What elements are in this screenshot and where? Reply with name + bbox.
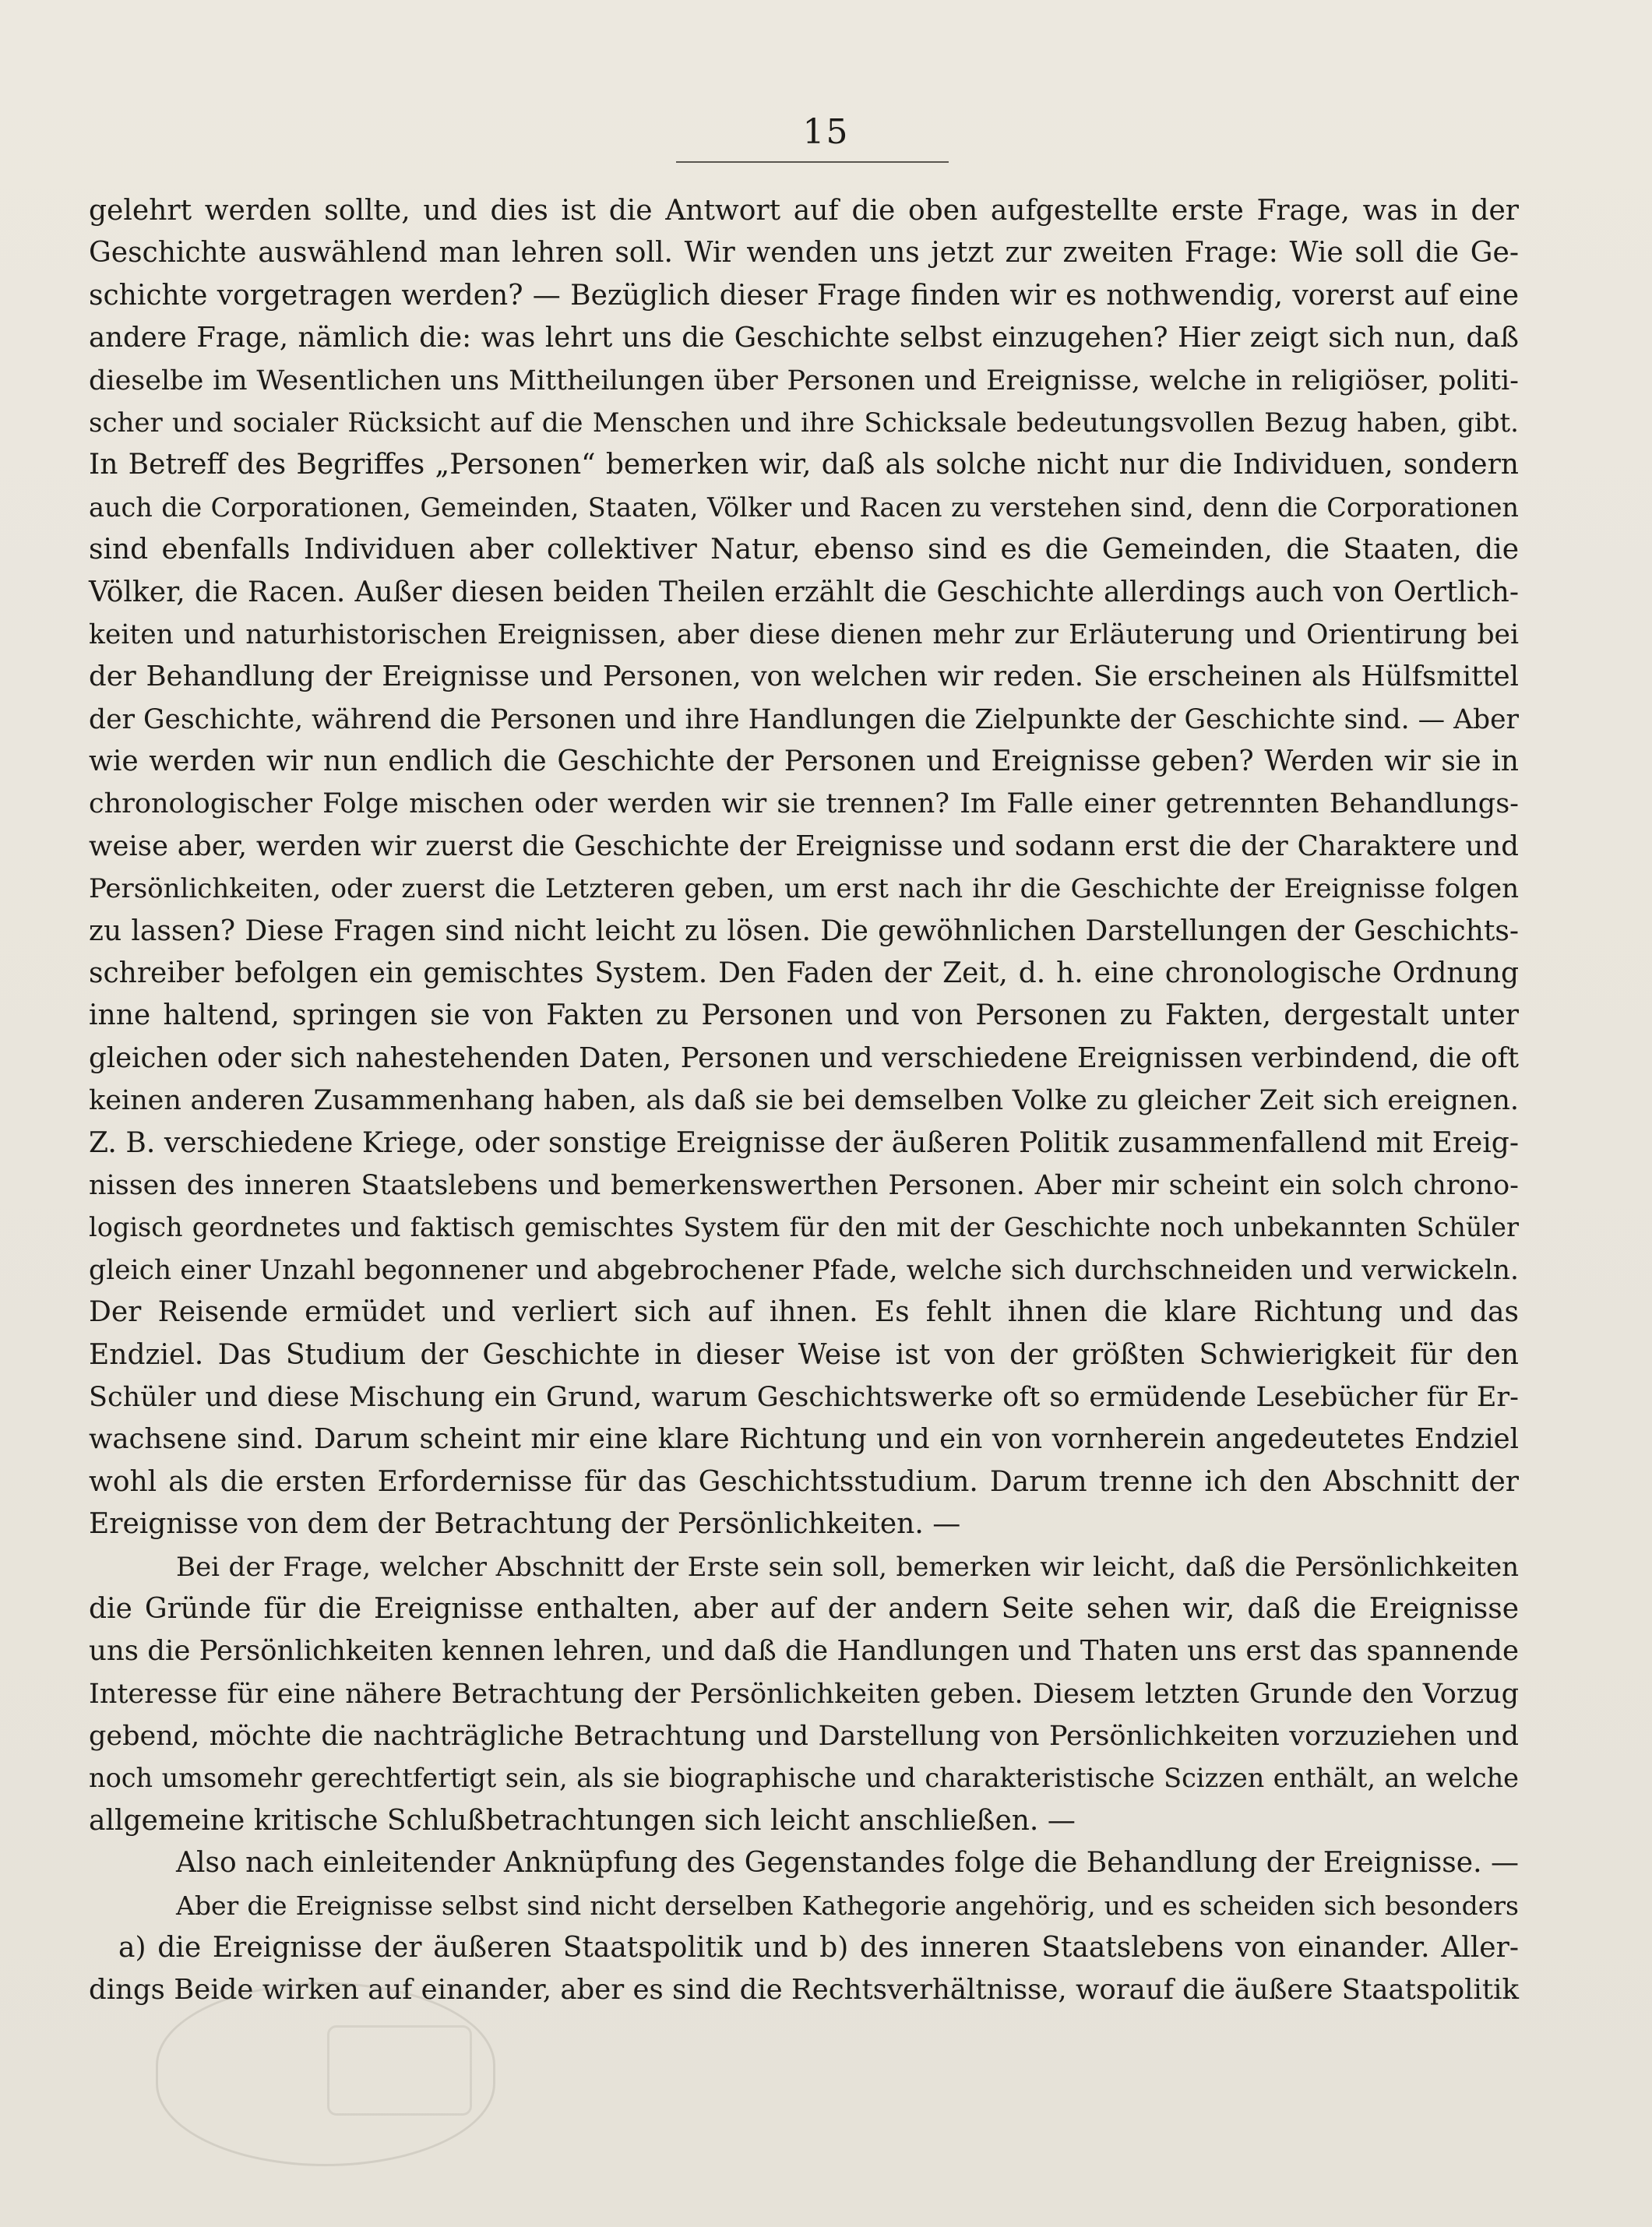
text-line: gleich einer Unzahl begonnener und abgebrochener Pfade, welche sich durchschneiden und verwickeln. (89, 1254, 1519, 1286)
text-line: inne haltend, springen sie von Fakten zu Personen und von Personen zu Fakten, dergestalt unter (89, 999, 1519, 1032)
text-line: logisch geordnetes und faktisch gemischtes System für den mit der Geschichte noch unbekannten Schüler (89, 1212, 1519, 1243)
text-line: uns die Persönlichkeiten kennen lehren, und daß die Handlungen und Thaten uns erst das spannende (89, 1635, 1519, 1668)
text-line: weise aber, werden wir zuerst die Geschichte der Ereignisse und sodann erst die der Charaktere und (89, 830, 1519, 862)
text-line: Aber die Ereignisse selbst sind nicht derselben Kathegorie angehörig, und es scheiden sich besonders (176, 1890, 1519, 1921)
text-line: gleichen oder sich nahestehenden Daten, Personen und verschiedene Ereignissen verbindend, die oft (89, 1041, 1519, 1074)
text-line: Also nach einleitender Anknüpfung des Gegenstandes folge die Behandlung der Ereignisse. — (176, 1847, 1519, 1880)
text-line: Z. B. verschiedene Kriege, oder sonstige Ereignisse der äußeren Politik zusammenfallend mit Ereig- (89, 1126, 1519, 1159)
text-line: allgemeine kritische Schlußbetrachtungen sich leicht anschließen. — (89, 1804, 1076, 1837)
text-line: der Geschichte, während die Personen und ihre Handlungen die Zielpunkte der Geschichte sind. — Aber (89, 703, 1519, 735)
text-line: Interesse für eine nähere Betrachtung der Persönlichkeiten geben. Diesem letzten Grunde den Vorzug (89, 1678, 1519, 1710)
page-number: 15 (802, 112, 850, 152)
text-line: andere Frage, nämlich die: was lehrt uns die Geschichte selbst einzugehen? Hier zeigt sich nun, daß (89, 322, 1519, 354)
header-rule (676, 161, 949, 163)
text-line: noch umsomehr gerechtfertigt sein, als sie biographische und charakteristische Scizzen enthält, an welche (89, 1763, 1519, 1794)
text-line: Völker, die Racen. Außer diesen beiden Theilen erzählt die Geschichte allerdings auch von Oertlich- (89, 576, 1519, 608)
text-line: zu lassen? Diese Fragen sind nicht leicht zu lösen. Die gewöhnlichen Darstellungen der Geschichts- (89, 914, 1519, 947)
text-line: schichte vorgetragen werden? — Bezüglich dieser Frage finden wir es nothwendig, vorerst auf eine (89, 279, 1519, 312)
text-line: sind ebenfalls Individuen aber collektiver Natur, ebenso sind es die Gemeinden, die Staaten, die (89, 534, 1519, 566)
text-line: Der Reisende ermüdet und verliert sich auf ihnen. Es fehlt ihnen die klare Richtung und das (89, 1296, 1519, 1329)
text-line: scher und socialer Rücksicht auf die Menschen und ihre Schicksale bedeutungsvollen Bezug haben, gibt. (89, 407, 1519, 439)
text-line: gebend, möchte die nachträgliche Betrachtung und Darstellung von Persönlichkeiten vorzuziehen und (89, 1721, 1519, 1753)
text-line: wachsene sind. Darum scheint mir eine klare Richtung und ein von vornherein angedeutetes Endziel (89, 1423, 1519, 1456)
text-line: auch die Corporationen, Gemeinden, Staaten, Völker und Racen zu verstehen sind, denn die Corporationen (89, 492, 1519, 523)
text-line: keiten und naturhistorischen Ereignissen, aber diese dienen mehr zur Erläuterung und Orientirung bei (89, 618, 1519, 650)
text-line: der Behandlung der Ereignisse und Personen, von welchen wir reden. Sie erscheinen als Hülfsmittel (89, 661, 1519, 693)
text-line: In Betreff des Begriffes „Personen“ bemerken wir, daß als solche nicht nur die Individuen, sondern (89, 449, 1519, 481)
text-line: gelehrt werden sollte, und dies ist die Antwort auf die oben aufgestellte erste Frage, was in der (89, 195, 1519, 227)
text-line: Endziel. Das Studium der Geschichte in dieser Weise ist von der größten Schwierigkeit für den (89, 1338, 1519, 1371)
text-line: die Gründe für die Ereignisse enthalten, aber auf der andern Seite sehen wir, daß die Ereignisse (89, 1592, 1519, 1625)
text-line: nissen des inneren Staatslebens und bemerkenswerthen Personen. Aber mir scheint ein solch chrono- (89, 1169, 1519, 1201)
text-line: Ereignisse von dem der Betrachtung der Persönlichkeiten. — (89, 1508, 961, 1541)
text-line: keinen anderen Zusammenhang haben, als daß sie bei demselben Volke zu gleicher Zeit sich ereignen. (89, 1085, 1519, 1117)
text-line: chronologischer Folge mischen oder werden wir sie trennen? Im Falle einer getrennten Behandlungs- (89, 788, 1519, 820)
text-line: Persönlichkeiten, oder zuerst die Letzteren geben, um erst nach ihr die Geschichte der Ereignisse folgen (89, 873, 1519, 905)
text-line: wohl als die ersten Erfordernisse für das Geschichtsstudium. Darum trenne ich den Abschnitt der (89, 1465, 1519, 1498)
text-line: a) die Ereignisse der äußeren Staatspolitik und b) des inneren Staatslebens von einander. Aller- (118, 1932, 1519, 1964)
body-text (89, 190, 1519, 2012)
text-line: schreiber befolgen ein gemischtes System. Den Faden der Zeit, d. h. eine chronologische Ordnung (89, 957, 1519, 990)
text-line: Geschichte auswählend man lehren soll. Wir wenden uns jetzt zur zweiten Frage: Wie soll die Ge- (89, 237, 1519, 270)
text-line: dieselbe im Wesentlichen uns Mittheilungen über Personen und Ereignisse, welche in religiöser, politi- (89, 365, 1519, 396)
text-line: wie werden wir nun endlich die Geschichte der Personen und Ereignisse geben? Werden wir sie in (89, 745, 1519, 778)
text-line: dings Beide wirken auf einander, aber es sind die Rechtsverhältnisse, worauf die äußere Staatspolitik (89, 1974, 1519, 2007)
text-line: Bei der Frage, welcher Abschnitt der Erste sein soll, bemerken wir leicht, daß die Persönlichkeiten (176, 1551, 1519, 1583)
faded-library-stamp-inner (327, 2025, 472, 2116)
text-line: Schüler und diese Mischung ein Grund, warum Geschichtswerke oft so ermüdende Lesebücher für Er- (89, 1381, 1519, 1413)
